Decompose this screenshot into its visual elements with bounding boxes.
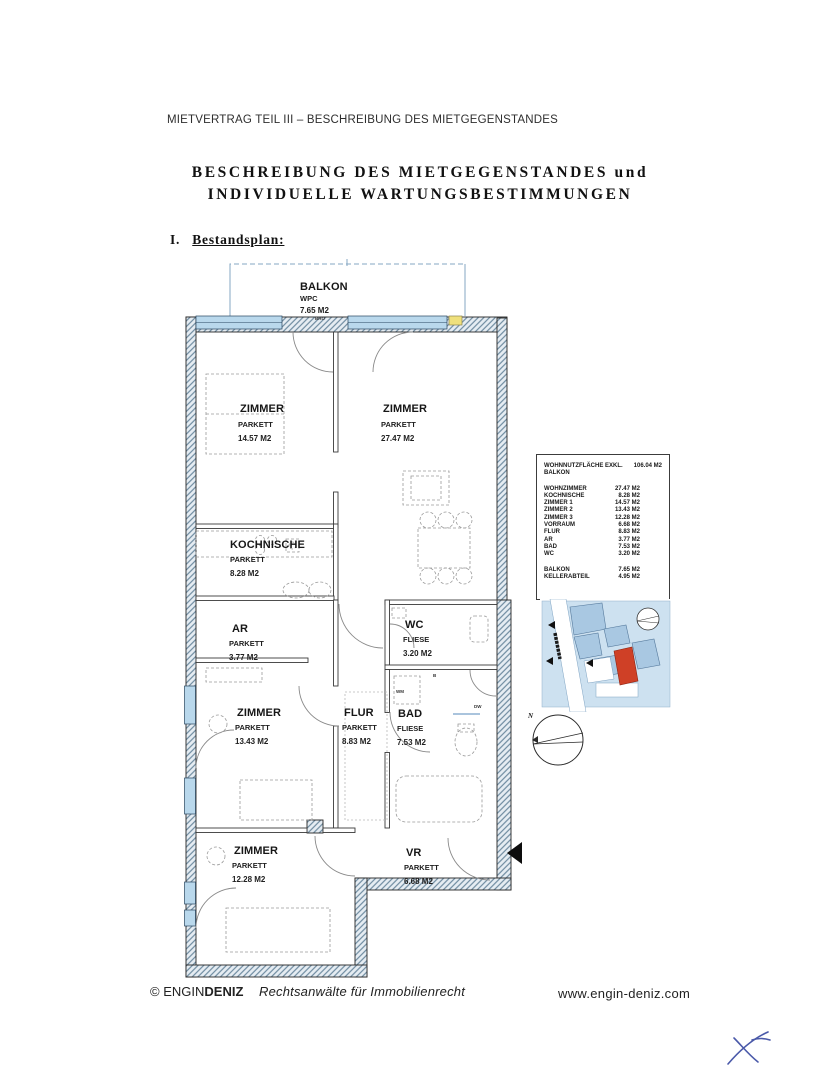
svg-text:13.43 M2: 13.43 M2 <box>235 737 269 746</box>
svg-text:6.68 M2: 6.68 M2 <box>404 877 433 886</box>
north-label: N <box>528 712 534 720</box>
room-label-zimmer2: ZIMMER <box>237 707 281 719</box>
handwritten-mark <box>718 1026 778 1070</box>
legend-header: WOHNNUTZFLÄCHE EXKL. BALKON 106.04 M2 <box>544 463 662 477</box>
room-label-zimmer3: ZIMMER <box>234 845 278 857</box>
section-title: Bestandsplan: <box>192 232 285 247</box>
svg-text:14.57 M2: 14.57 M2 <box>238 434 272 443</box>
document-header-line: MIETVERTRAG TEIL III – BESCHREIBUNG DES MIETGEGENSTANDES <box>167 114 558 126</box>
footer-website: www.engin-deniz.com <box>558 986 691 1001</box>
svg-text:27.47 M2: 27.47 M2 <box>381 434 415 443</box>
legend-row: KOCHNISCHE 8.28 M2 <box>544 492 640 499</box>
svg-text:PARKETT: PARKETT <box>232 861 267 870</box>
b-label: B <box>433 673 437 678</box>
page-title <box>140 162 700 206</box>
svg-text:PARKETT: PARKETT <box>238 420 273 429</box>
legend-row: WC 3.20 M2 <box>544 551 640 558</box>
legend-row: ZIMMER 1 14.57 M2 <box>544 500 640 507</box>
svg-text:8.83 M2: 8.83 M2 <box>342 737 371 746</box>
mini-compass-icon <box>637 608 659 630</box>
legend-row: VORRAUM 6.68 M2 <box>544 522 640 529</box>
copyright-icon: © <box>150 984 160 999</box>
svg-text:FLIESE: FLIESE <box>403 635 430 644</box>
svg-text:PARKETT: PARKETT <box>404 863 439 872</box>
svg-text:PARKETT: PARKETT <box>229 639 264 648</box>
legend-row: BAD 7.53 M2 <box>544 543 640 550</box>
page-title-line2: INDIVIDUELLE WARTUNGSBESTIMMUNGEN <box>207 186 633 203</box>
legend-total: 106.04 M2 <box>633 463 662 469</box>
svg-text:8.28 M2: 8.28 M2 <box>230 569 259 578</box>
page-title-line1: BESCHREIBUNG DES MIETGEGENSTANDES und <box>191 164 649 181</box>
brand-tagline: Rechtsanwälte für Immobilienrecht <box>259 984 466 999</box>
svg-text:WPC: WPC <box>300 294 318 303</box>
svg-text:3.77 M2: 3.77 M2 <box>229 653 258 662</box>
washing-machine-label: WM <box>396 689 404 694</box>
room-label-wc: WC <box>405 619 424 631</box>
room-label-vr: VR <box>406 847 422 859</box>
room-label-wohnzimmer: ZIMMER <box>383 403 427 415</box>
brand-name-regular: ENGIN <box>163 984 205 999</box>
room-label-kochnische: KOCHNISCHE <box>230 539 305 551</box>
legend-row: BALKON 7.65 M2 <box>544 566 640 573</box>
room-label-zimmer1: ZIMMER <box>240 403 284 415</box>
room-label-ar: AR <box>232 623 249 635</box>
legend-row: ZIMMER 2 13.43 M2 <box>544 507 640 514</box>
svg-text:PARKETT: PARKETT <box>381 420 416 429</box>
area-legend-table <box>536 454 670 600</box>
legend-row: KELLERABTEIL 4.95 M2 <box>544 573 640 580</box>
svg-text:12.28 M2: 12.28 M2 <box>232 875 266 884</box>
svg-text:PARKETT: PARKETT <box>235 723 270 732</box>
svg-text:7.53 M2: 7.53 M2 <box>397 738 426 747</box>
footer-brand <box>150 984 465 999</box>
legend-row: WOHNZIMMER 27.47 M2 <box>544 485 640 492</box>
legend-row: AR 3.77 M2 <box>544 536 640 543</box>
dw-label: DW <box>474 704 482 709</box>
room-labels <box>229 281 482 886</box>
legend-row: FLUR 8.83 M2 <box>544 529 640 536</box>
svg-text:7.65 M2: 7.65 M2 <box>300 306 329 315</box>
svg-text:3.20 M2: 3.20 M2 <box>403 649 432 658</box>
svg-text:PARKETT: PARKETT <box>230 555 265 564</box>
section-heading <box>170 232 284 248</box>
svg-text:PARKETT: PARKETT <box>342 723 377 732</box>
room-label-bad: BAD <box>398 708 423 720</box>
site-plan-map <box>540 599 672 712</box>
floorplan-drawing <box>148 256 528 978</box>
section-number: I. <box>170 232 181 247</box>
yellow-marker <box>449 316 462 325</box>
brand-name-bold: DENIZ <box>204 984 244 999</box>
north-compass-icon <box>524 706 592 772</box>
legend-row: ZIMMER 3 12.28 M2 <box>544 514 640 521</box>
balcony-label: BALKON <box>300 281 348 293</box>
room-label-flur: FLUR <box>344 707 374 719</box>
svg-text:FLIESE: FLIESE <box>397 724 424 733</box>
svg-text:BRO: BRO <box>315 316 325 321</box>
